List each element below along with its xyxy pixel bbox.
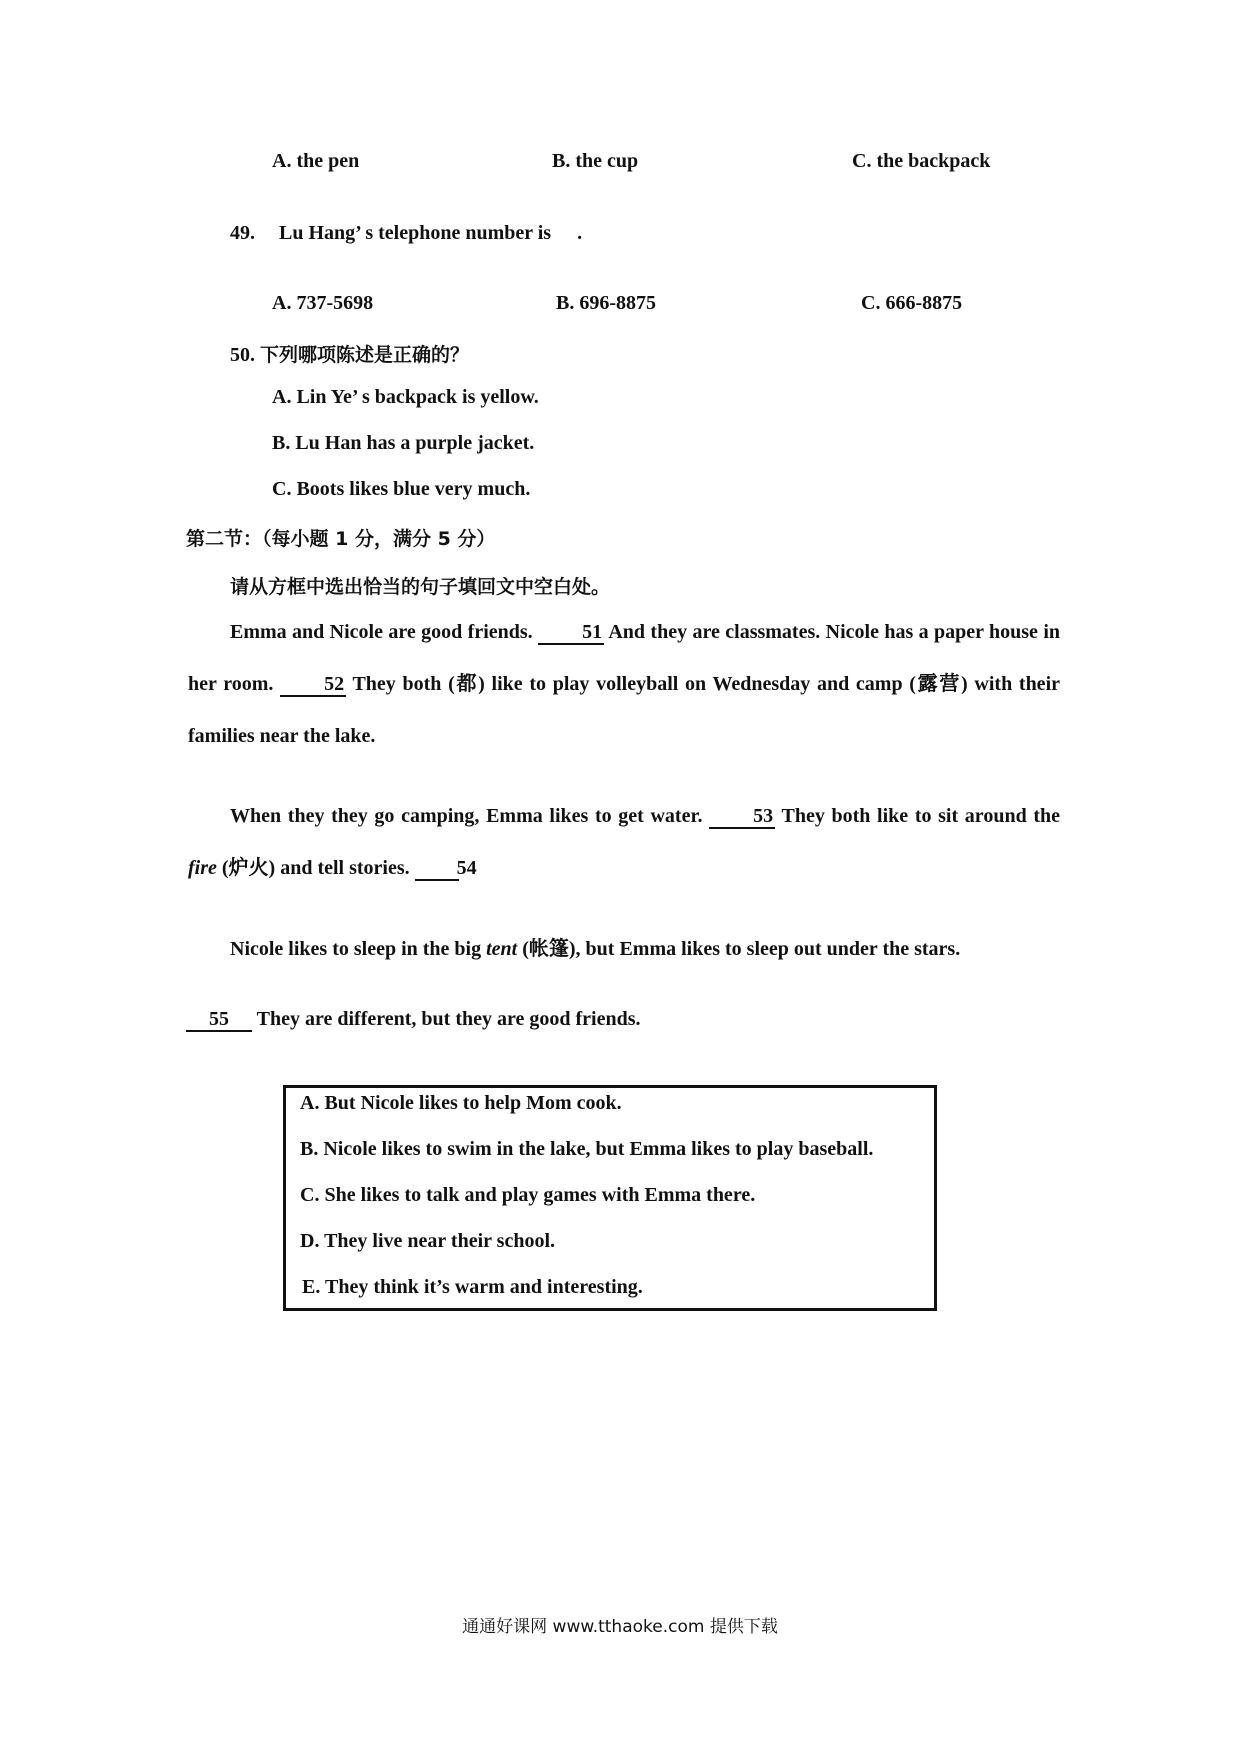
q50-option-a: A. Lin Ye’ s backpack is yellow. (272, 386, 539, 408)
footer-watermark: 通通好课网 www.tthaoke.com 提供下载 (462, 1617, 778, 1637)
passage-paragraph-2 (188, 790, 1060, 894)
p2-text-b: They both like to sit around the (781, 805, 1061, 827)
blank-51: 51 (538, 621, 604, 645)
choice-b: B. Nicole likes to swim in the lake, but Emma likes to play baseball. (300, 1138, 874, 1160)
choice-d: D. They live near their school. (300, 1230, 555, 1252)
q49-option-a: A. 737-5698 (272, 292, 374, 314)
blank-53: 53 (709, 805, 775, 829)
p3-tent-word: tent (486, 938, 518, 960)
p3-text-a: Nicole likes to sleep in the big (230, 938, 482, 960)
choice-c: C. She likes to talk and play games with Emma there. (300, 1184, 756, 1206)
p1-text-b: And they are classmates. Nicole has a paper house in her room. (188, 621, 1061, 695)
p2-text-a: When they they go camping, Emma likes to get water. (230, 805, 703, 827)
p4-text: They are different, but they are good friends. (256, 1008, 641, 1030)
q50-stem: 下列哪项陈述是正确的？ (260, 344, 470, 366)
passage-paragraph-1 (188, 606, 1060, 762)
q48-option-c: C. the backpack (852, 150, 991, 172)
p2-fire-word: fire (188, 857, 217, 879)
q49-number: 49. (230, 222, 255, 244)
blank-54: 54 (415, 857, 459, 881)
q49-option-b: B. 696-8875 (556, 292, 656, 314)
q50-option-c: C. Boots likes blue very much. (272, 478, 531, 500)
q49-end: . (577, 222, 583, 244)
q50-option-b: B. Lu Han has a purple jacket. (272, 432, 535, 454)
blank-55: 55 (186, 1008, 252, 1032)
section2-instruction: 请从方框中选出恰当的句子填回文中空白处。 (230, 576, 611, 598)
choice-e: E. They think it’s warm and interesting. (302, 1276, 643, 1298)
q50-question (230, 340, 469, 367)
q49-question (230, 222, 582, 245)
q49-option-c: C. 666-8875 (861, 292, 963, 314)
q49-stem: Lu Hang’ s telephone number is (279, 222, 552, 244)
blank-52: 52 (280, 673, 346, 697)
p1-text-c: They both (都) like to play volleyball on Wednesday and camp (露营) with their families near the lake. (188, 673, 1060, 747)
passage-paragraph-3 (230, 932, 960, 961)
p1-text-a: Emma and Nicole are good friends. (230, 621, 533, 643)
q48-option-a: A. the pen (272, 150, 360, 172)
p3-text-b: (帐篷), but Emma likes to sleep out under the stars. (522, 938, 961, 960)
choices-box (283, 1085, 937, 1311)
q50-number: 50. (230, 344, 255, 366)
p2-text-c: (炉火) and tell stories. (221, 857, 410, 879)
q48-option-b: B. the cup (552, 150, 639, 172)
passage-paragraph-4 (186, 1008, 641, 1032)
section2-title: 第二节：（每小题 1 分，满分 5 分） (186, 528, 496, 550)
choice-a: A. But Nicole likes to help Mom cook. (300, 1092, 622, 1114)
